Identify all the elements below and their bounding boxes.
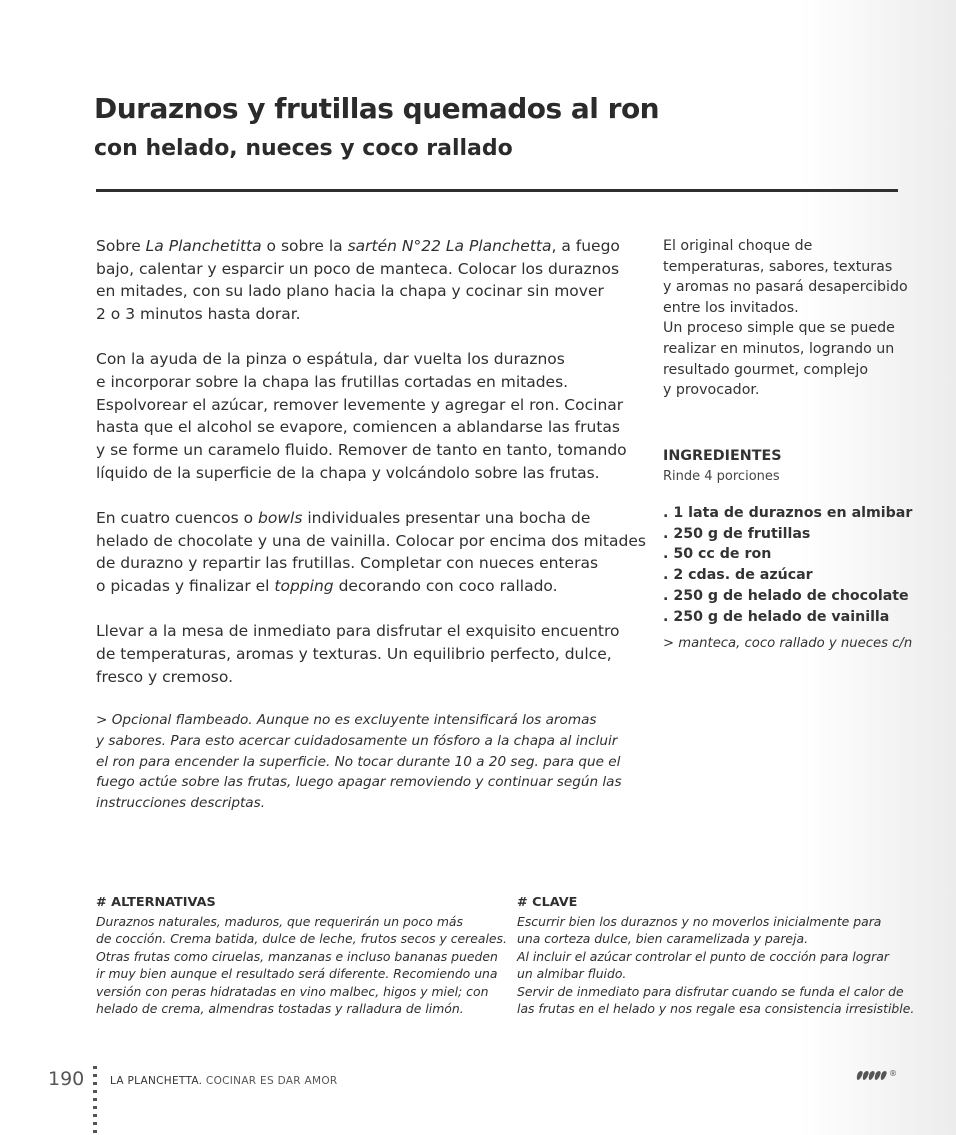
text-line: e incorporar sobre la chapa las frutillas cortadas en mitades.	[96, 373, 569, 392]
text-line: y se forme un caramelo fluido. Remover de tanto en tanto, tomando	[96, 441, 627, 460]
text-line: Espolvorear el azúcar, remover levemente y agregar el ron. Cocinar	[96, 395, 624, 414]
text-line: y provocador.	[663, 382, 760, 399]
text-run: Sobre	[96, 237, 146, 255]
product-name: La Planchetitta	[145, 237, 262, 255]
ingredient-item: . 50 cc de ron	[663, 546, 772, 563]
alternativas-text	[96, 913, 507, 1017]
text-run: , a fuego	[551, 237, 620, 255]
text-line: las frutas en el helado y nos regale esa consistencia irresistible.	[517, 1001, 915, 1017]
text-line: resultado gourmet, complejo	[663, 361, 869, 378]
text-line: un almibar fluido.	[517, 966, 627, 982]
instructions-column	[96, 235, 646, 836]
text-line: entre los invitados.	[663, 299, 799, 316]
text-line	[96, 507, 636, 530]
instruction-paragraph-1	[96, 235, 636, 326]
instruction-paragraph-3	[96, 507, 646, 598]
text-run-italic: topping	[274, 577, 334, 596]
text-line: El original choque de	[663, 238, 813, 254]
page-number: 190	[48, 1068, 85, 1090]
text-line: Un proceso simple que se puede	[663, 320, 895, 337]
ingredient-item: . 250 g de frutillas	[663, 525, 811, 542]
text-line: Llevar a la mesa de inmediato para disfrutar el exquisito encuentro	[96, 622, 620, 641]
ingredient-item: . 2 cdas. de azúcar	[663, 567, 813, 584]
recipe-title: Duraznos y frutillas quemados al ron	[94, 92, 660, 125]
registered-mark: ®	[889, 1068, 897, 1078]
text-line: el ron para encender la superficie. No tocar durante 10 a 20 seg. para que el	[96, 753, 621, 770]
text-line: una corteza dulce, bien caramelizada y pareja.	[517, 931, 809, 947]
title-divider	[96, 189, 898, 192]
flame-drops-logo-icon	[857, 1068, 897, 1080]
text-line: en mitades, con su lado plano hacia la chapa y cocinar sin mover	[96, 282, 604, 301]
text-run-italic: bowls	[258, 509, 303, 528]
text-run: o picadas y finalizar el	[96, 577, 275, 596]
text-line: > Opcional flambeado. Aunque no es excluyente intensificará los aromas	[96, 711, 597, 728]
recipe-subtitle: con helado, nueces y coco rallado	[94, 136, 513, 161]
footer-tagline: COCINAR ES DAR AMOR	[202, 1075, 338, 1087]
text-line: hasta que el alcohol se evapore, comiencen a ablandarse las frutas	[96, 418, 620, 437]
text-line: de temperaturas, aromas y texturas. Un equilibrio perfecto, dulce,	[96, 645, 612, 664]
text-line: helado de crema, almendras tostadas y ralladura de limón.	[96, 1001, 464, 1017]
ingredient-item: . 250 g de helado de chocolate	[663, 587, 909, 604]
ingredients-heading: INGREDIENTES	[663, 448, 782, 464]
text-line: y aromas no pasará desapercibido	[663, 279, 908, 296]
intro-sidebar	[663, 236, 913, 401]
flambe-note	[96, 710, 636, 814]
text-line: fresco y cremoso.	[96, 667, 234, 686]
text-line: Al incluir el azúcar controlar el punto de cocción para lograr	[517, 948, 889, 964]
text-line: Escurrir bien los duraznos y no moverlos inicialmente para	[517, 914, 882, 929]
product-name: sartén N°22 La Planchetta	[347, 237, 552, 255]
footer-label	[110, 1075, 338, 1087]
ingredient-item: . 250 g de helado de vainilla	[663, 608, 890, 625]
text-line: bajo, calentar y esparcir un poco de manteca. Colocar los duraznos	[96, 259, 620, 278]
text-line: Servir de inmediato para disfrutar cuando se funda el calor de	[517, 983, 904, 999]
text-run: o sobre la	[261, 237, 348, 255]
text-run: decorando con coco rallado.	[333, 577, 558, 596]
text-line: fuego actúe sobre las frutas, luego apagar removiendo y continuar según las	[96, 774, 622, 791]
text-line: instrucciones descriptas.	[96, 795, 266, 812]
text-line: de cocción. Crema batida, dulce de leche, frutos secos y cereales.	[96, 931, 507, 947]
text-line: temperaturas, sabores, texturas	[663, 258, 893, 275]
clave-heading: # CLAVE	[517, 895, 578, 910]
text-line: de durazno y repartir las frutillas. Completar con nueces enteras	[96, 554, 599, 573]
dotted-divider	[93, 1066, 97, 1135]
alternativas-heading: # ALTERNATIVAS	[96, 895, 216, 910]
text-line: Duraznos naturales, maduros, que requerirán un poco más	[96, 914, 463, 929]
text-line: y sabores. Para esto acercar cuidadosamente un fósforo a la chapa al incluir	[96, 732, 618, 749]
footer-brand: LA PLANCHETTA.	[110, 1075, 203, 1087]
text-line	[96, 235, 636, 258]
text-line: helado de chocolate y una de vainilla. Colocar por encima dos mitades	[96, 531, 646, 550]
servings-label: Rinde 4 porciones	[663, 469, 780, 484]
ingredients-note: > manteca, coco rallado y nueces c/n	[663, 636, 913, 651]
text-line: líquido de la superficie de la chapa y volcándolo sobre las frutas.	[96, 463, 600, 482]
text-line: Otras frutas como ciruelas, manzanas e incluso bananas pueden	[96, 948, 498, 964]
instruction-paragraph-4	[96, 620, 636, 688]
text-line: Con la ayuda de la pinza o espátula, dar vuelta los duraznos	[96, 350, 565, 369]
text-line: versión con peras hidratadas en vino malbec, higos y miel; con	[96, 983, 489, 999]
ingredients-list	[663, 503, 912, 627]
ingredient-item: . 1 lata de duraznos en almibar	[663, 505, 913, 521]
text-run: individuales presentar una bocha de	[302, 509, 591, 528]
text-line: 2 o 3 minutos hasta dorar.	[96, 305, 301, 324]
text-line: ir muy bien aunque el resultado será diferente. Recomiendo una	[96, 966, 498, 982]
text-line: realizar en minutos, logrando un	[663, 340, 895, 357]
instruction-paragraph-2	[96, 348, 636, 484]
clave-text	[517, 913, 914, 1017]
text-run: En cuatro cuencos o	[96, 509, 259, 528]
text-line	[96, 575, 636, 598]
